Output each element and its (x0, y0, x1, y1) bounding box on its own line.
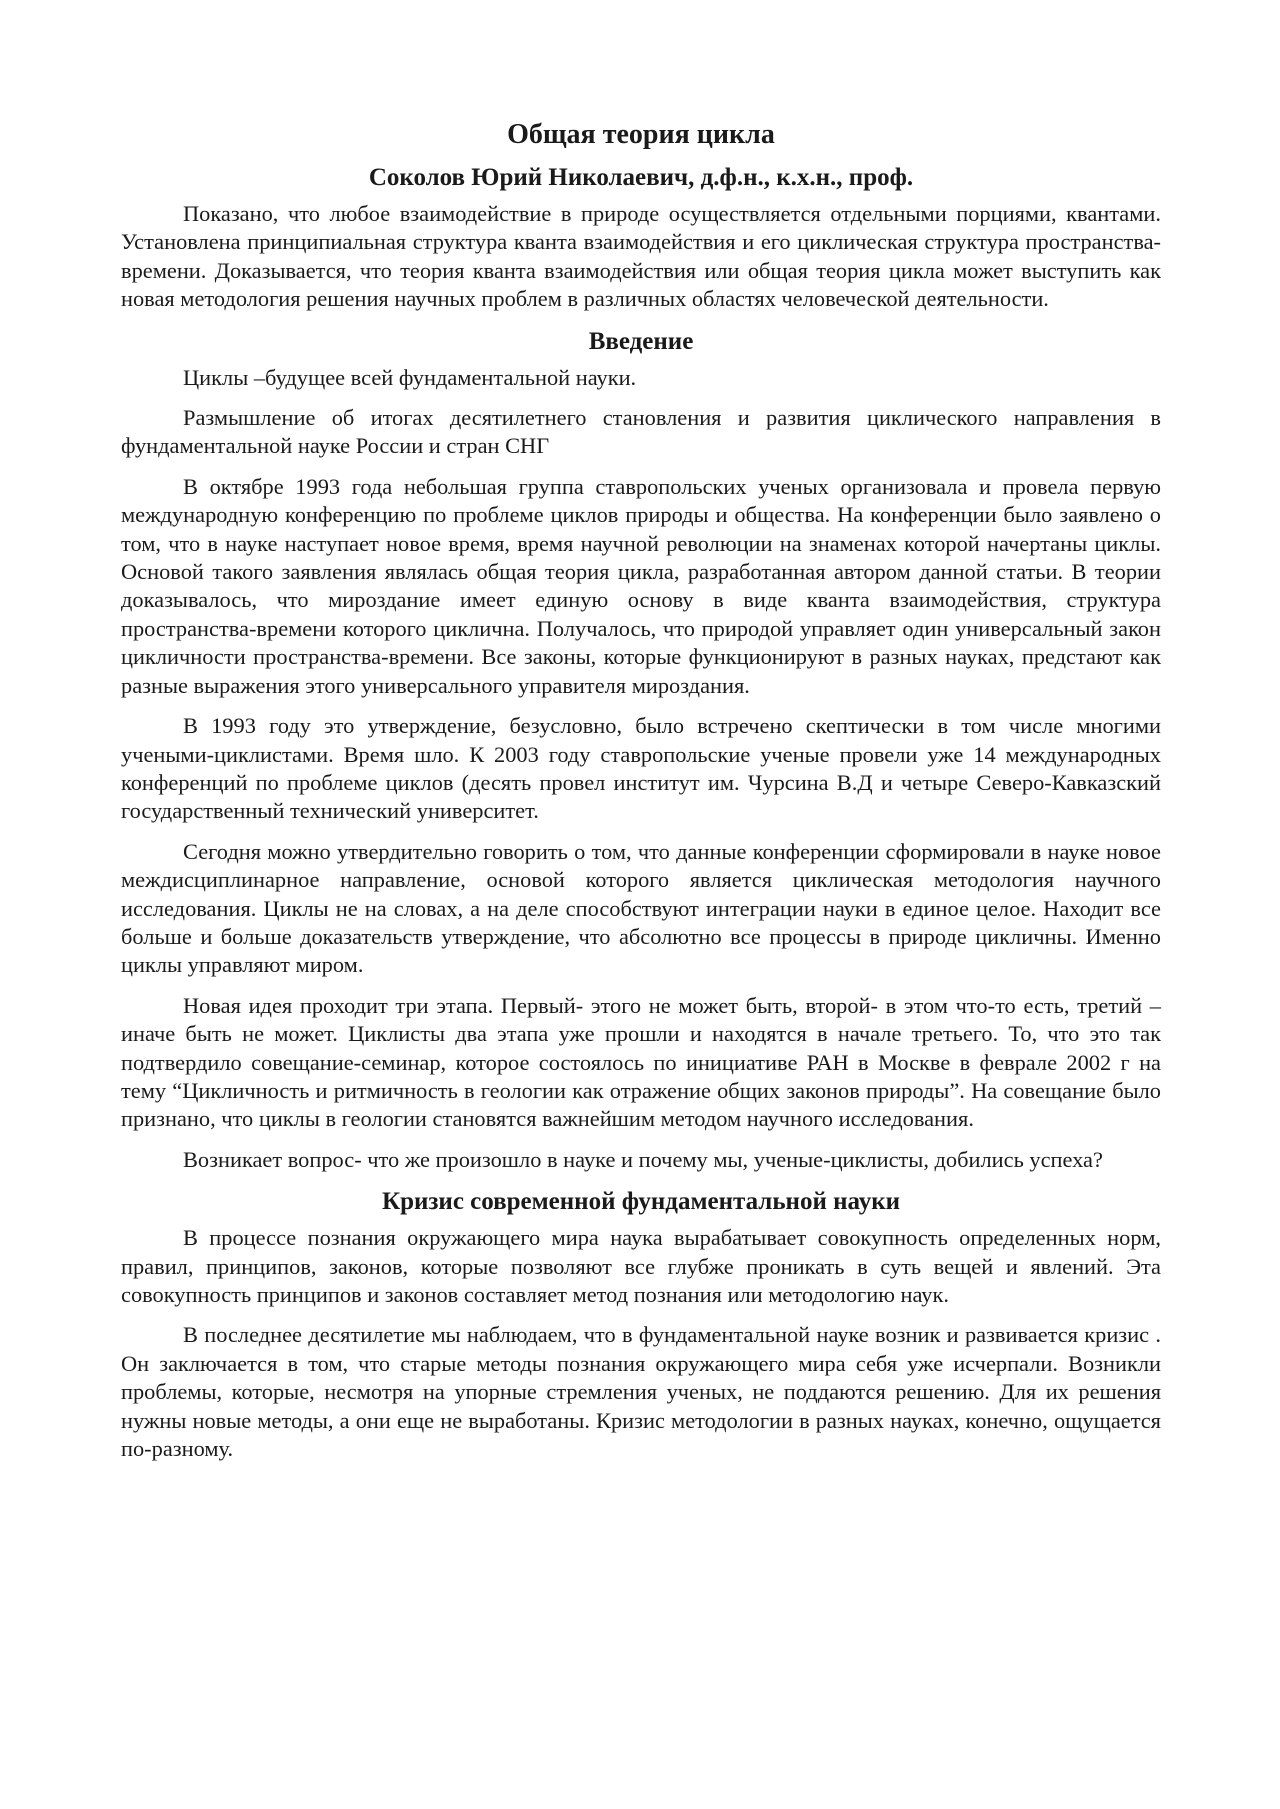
paragraph: В последнее десятилетие мы наблюдаем, что в фундаментальной науке возник и развивается кризис . Он заключается в том, что старые методы познания окружающего мира себя уже исчерпали. Возникли проблемы, которые, несмотря на упорные стремления ученых, не поддаются решению. Для их решения нужны новые методы, а они еще не выработаны. Кризис методологии в разных науках, конечно, ощущается по-разному. (121, 1322, 1161, 1462)
author-line: Соколов Юрий Николаевич, д.ф.н., к.х.н., проф. (368, 164, 914, 191)
paragraph: Циклы –будущее всей фундаментальной науки. (183, 364, 637, 390)
paragraph: Размышление об итогах десятилетнего становления и развития циклического направления в фундаментальной науке России и стран СНГ (121, 405, 1161, 459)
paragraph: Сегодня можно утвердительно говорить о том, что данные конференции сформировали в науке новое междисциплинарное направление, основой которого является циклическая методология научного исследования. Циклы не на словах, а на деле способствуют интеграции науки в единое целое. Находит все больше и больше доказательств утверждение, что абсолютно все процессы в природе цикличны. Именно циклы управляют миром. (121, 838, 1161, 978)
paragraph: В процессе познания окружающего мира наука вырабатывает совокупность определенных норм, правил, принципов, законов, которые позволяют все глубже проникать в суть вещей и явлений. Эта совокупность принципов и законов составляет метод познания или методологию наук. (121, 1225, 1161, 1307)
paragraph: Возникает вопрос- что же произошло в науке и почему мы, ученые-циклисты, добились успеха? (183, 1146, 1103, 1172)
paragraph: В 1993 году это утверждение, безусловно, было встречено скептически в том числе многими учеными-циклистами. Время шло. К 2003 году ставропольские ученые провели уже 14 международных конференций по проблеме циклов (десять провел институт им. Чурсина В.Д и четыре Северо-Кавказский государственный технический университет. (121, 713, 1161, 824)
section-heading-introduction: Введение (588, 327, 694, 355)
document-body (121, 118, 1161, 1475)
page-title: Общая теория цикла (507, 119, 775, 150)
section-heading-crisis: Кризис современной фундаментальной науки (381, 1188, 901, 1216)
paragraph: В октябре 1993 года небольшая группа ставропольских ученых организовала и провела первую международную конференцию по проблеме циклов природы и общества. На конференции было заявлено о том, что в науке наступает новое время, время научной революции на знаменах которой начертаны циклы. Основой такого заявления являлась общая теория цикла, разработанная автором данной статьи. В теории доказывалось, что мироздание имеет единую основу в виде кванта взаимодействия, структура пространства-времени которого циклична. Получалось, что природой управляет один универсальный закон цикличности пространства-времени. Все законы, которые функционируют в разных науках, предстают как разные выражения этого универсального управителя мироздания. (121, 473, 1161, 698)
abstract-paragraph: Показано, что любое взаимодействие в природе осуществляется отдельными порциями, квантами. Установлена принципиальная структура кванта взаимодействия и его циклическая структура пространства-времени. Доказывается, что теория кванта взаимодействия или общая теория цикла может выступить как новая методология решения научных проблем в различных областях человеческой деятельности. (121, 201, 1161, 312)
paragraph: Новая идея проходит три этапа. Первый- этого не может быть, второй- в этом что-то есть, третий –иначе быть не может. Циклисты два этапа уже прошли и находятся в начале третьего. То, что это так подтвердило совещание-семинар, которое состоялось по инициативе РАН в Москве в феврале 2002 г на тему “Цикличность и ритмичность в геологии как отражение общих законов природы”. На совещание было признано, что циклы в геологии становятся важнейшим методом научного исследования. (121, 992, 1161, 1132)
